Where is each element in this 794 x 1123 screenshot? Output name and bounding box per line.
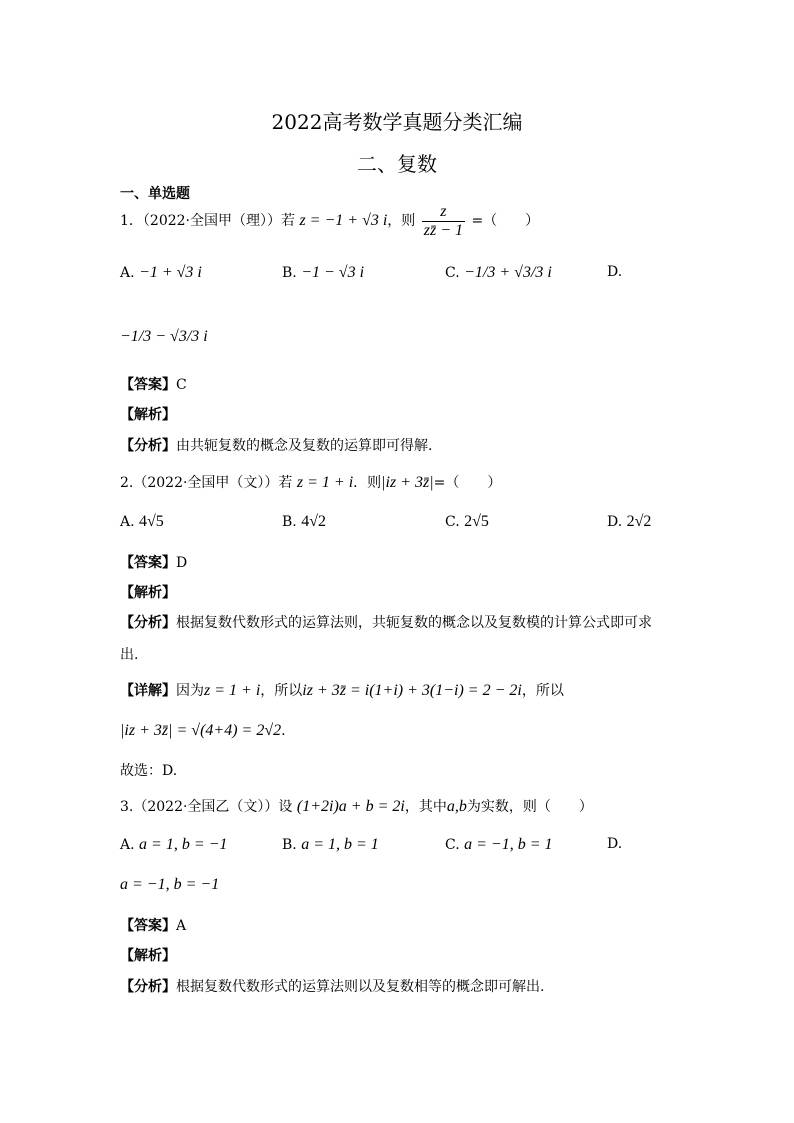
answer-value: C xyxy=(176,377,187,393)
reason-text: 根据复数代数形式的运算法则以及复数相等的概念即可解出. xyxy=(176,979,545,995)
q2-reason xyxy=(120,612,652,632)
q2-conclusion: 故选：D. xyxy=(120,763,178,779)
q3-option-c xyxy=(445,836,553,854)
answer-label: 【答案】 xyxy=(120,377,176,393)
question-1-mid: ，则 xyxy=(387,213,416,230)
option-letter: C. xyxy=(445,514,460,530)
option-text: −1 − √3 i xyxy=(301,264,365,281)
q2-detail xyxy=(120,680,564,700)
q2-option-b xyxy=(282,513,326,531)
detail-modulus: |iz + 3z̄| = √(4+4) = 2√2 xyxy=(120,722,282,739)
detail-text-a: 因为 xyxy=(176,683,204,699)
option-text: 2√2 xyxy=(626,513,652,530)
question-2-mid: ．则 xyxy=(353,475,382,491)
question-1-suffix: =（ ） xyxy=(471,213,540,230)
reason-text: 根据复数代数形式的运算法则，共轭复数的概念以及复数模的计算公式即可求 xyxy=(176,615,652,631)
question-1-fraction xyxy=(422,203,465,239)
question-3-suffix: 为实数，则（ ） xyxy=(466,799,593,815)
q2-detail-line2 xyxy=(120,722,286,740)
reason-label: 【分析】 xyxy=(120,979,176,995)
reason-label: 【分析】 xyxy=(120,438,176,454)
option-text: 2√5 xyxy=(464,513,489,530)
question-2-suffix: =（ ） xyxy=(433,475,502,491)
detail-computation: iz + 3z̄ = i(1+i) + 3(1−i) = 2 − 2i xyxy=(302,682,522,699)
option-letter: C. xyxy=(445,837,460,853)
q3-option-b xyxy=(282,836,379,854)
answer-value: A xyxy=(176,918,187,934)
question-1-given: z = −1 + √3 i xyxy=(299,212,388,230)
q3-analysis-label: 【解析】 xyxy=(120,948,176,964)
q2-analysis-label: 【解析】 xyxy=(120,585,176,601)
question-2-expr: |iz + 3z̄| xyxy=(381,474,434,491)
question-3-mid: ，其中 xyxy=(404,799,447,815)
q3-option-d-letter: D. xyxy=(607,836,623,852)
q3-option-d-text: a = −1, b = −1 xyxy=(120,876,220,893)
option-text: −1/3 + √3/3 i xyxy=(464,264,552,281)
q1-option-c xyxy=(445,264,552,282)
detail-given: z = 1 + i xyxy=(204,682,261,699)
option-text: 4√5 xyxy=(139,513,164,530)
detail-text-e: ，所以 xyxy=(521,683,564,699)
option-letter: A. xyxy=(120,514,135,530)
chapter-title: 二、复数 xyxy=(357,152,437,176)
question-3-vars: a,b xyxy=(446,798,467,815)
question-2-prefix: 2.（2022·全国甲（文））若 xyxy=(120,475,293,491)
question-1-stem xyxy=(120,203,539,239)
q2-option-a xyxy=(120,513,164,531)
q1-option-b xyxy=(282,264,364,282)
q2-reason-continued: 出. xyxy=(120,647,139,663)
option-letter: D. xyxy=(607,514,623,530)
q2-answer xyxy=(120,552,187,572)
option-letter: B. xyxy=(282,514,297,530)
q1-reason xyxy=(120,435,432,455)
option-text: 4√2 xyxy=(301,513,326,530)
question-3-prefix: 3.（2022·全国乙（文））设 xyxy=(120,799,293,815)
reason-label: 【分析】 xyxy=(120,615,176,631)
q2-option-c xyxy=(445,513,489,531)
option-text: a = 1, b = −1 xyxy=(139,836,228,853)
answer-label: 【答案】 xyxy=(120,555,176,571)
question-2-stem xyxy=(120,472,501,492)
detail-end: . xyxy=(281,723,286,739)
q1-option-d-letter: D. xyxy=(607,264,623,280)
option-letter: B. xyxy=(282,265,297,281)
option-text: a = −1, b = 1 xyxy=(464,836,553,853)
q1-option-d-text: −1/3 − √3/3 i xyxy=(120,328,208,345)
option-text: −1 + √3 i xyxy=(139,264,202,281)
option-letter: C. xyxy=(445,265,460,281)
option-letter: A. xyxy=(120,265,135,281)
answer-label: 【答案】 xyxy=(120,918,176,934)
detail-label: 【详解】 xyxy=(120,683,176,699)
fraction-numerator: z xyxy=(440,203,447,220)
q2-option-d xyxy=(607,513,651,531)
q3-reason xyxy=(120,976,544,996)
question-2-given: z = 1 + i xyxy=(296,474,354,491)
q1-answer xyxy=(120,374,187,394)
option-letter: A. xyxy=(120,837,135,853)
option-letter: B. xyxy=(282,837,297,853)
q3-answer xyxy=(120,915,186,935)
q3-option-a xyxy=(120,836,227,854)
section-heading: 一、单选题 xyxy=(120,186,190,202)
fraction-denominator: zz̄ − 1 xyxy=(423,221,463,239)
option-text: a = 1, b = 1 xyxy=(301,836,379,853)
q1-analysis-label: 【解析】 xyxy=(120,407,176,423)
document-title: 2022高考数学真题分类汇编 xyxy=(271,110,523,134)
question-3-given: (1+2i)a + b = 2i xyxy=(296,798,405,815)
q1-option-a xyxy=(120,264,202,282)
detail-text-c: ，所以 xyxy=(260,683,303,699)
answer-value: D xyxy=(176,555,188,571)
reason-text: 由共轭复数的概念及复数的运算即可得解. xyxy=(176,438,433,454)
question-1-prefix: 1．（2022·全国甲（理））若 xyxy=(120,213,295,230)
question-3-stem xyxy=(120,796,593,816)
